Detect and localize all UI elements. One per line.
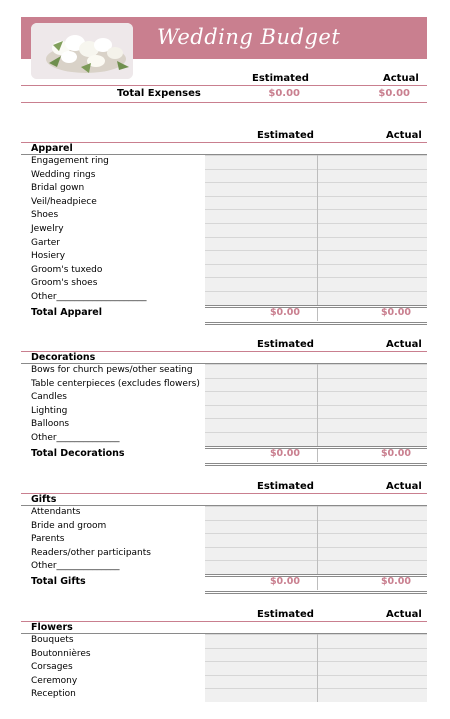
line-item-label: Bows for church pews/other seating	[31, 365, 193, 375]
actual-input[interactable]	[317, 405, 427, 419]
section-header-line	[21, 142, 427, 143]
estimated-input[interactable]	[205, 547, 317, 561]
estimated-input[interactable]	[205, 405, 317, 419]
line-item-label: Lighting	[31, 405, 68, 416]
summary-top-line	[21, 85, 427, 86]
actual-input[interactable]	[317, 155, 427, 169]
actual-input[interactable]	[317, 675, 427, 689]
bouquet-photo	[31, 23, 133, 79]
line-item-label: Bride and groom	[31, 520, 107, 531]
estimated-input[interactable]	[205, 291, 317, 305]
actual-input[interactable]	[317, 560, 427, 574]
line-item-label: Other____________________	[31, 292, 147, 302]
column-divider	[317, 155, 318, 305]
line-item-label: Bridal gown	[31, 183, 85, 194]
actual-input[interactable]	[317, 391, 427, 405]
actual-input[interactable]	[317, 169, 427, 183]
estimated-input[interactable]	[205, 378, 317, 392]
actual-input[interactable]	[317, 634, 427, 648]
actual-input[interactable]	[317, 661, 427, 675]
column-divider	[317, 449, 318, 462]
actual-input[interactable]	[317, 264, 427, 278]
summary-estimated-header: Estimated	[252, 73, 309, 84]
line-item-label: Groom's shoes	[31, 278, 98, 289]
summary-bottom-line	[21, 102, 427, 103]
estimated-input[interactable]	[205, 533, 317, 547]
estimated-input[interactable]	[205, 661, 317, 675]
actual-input[interactable]	[317, 182, 427, 196]
line-item-label: Veil/headpiece	[31, 196, 97, 207]
section-total-actual[interactable]: $0.00	[380, 447, 411, 459]
section-actual-header: Actual	[386, 609, 422, 620]
estimated-input[interactable]	[205, 209, 317, 223]
section-title: Flowers	[31, 622, 73, 633]
section-actual-header: Actual	[386, 339, 422, 350]
total-underline	[205, 322, 427, 325]
page-title: Wedding Budget	[157, 25, 341, 49]
estimated-input[interactable]	[205, 391, 317, 405]
estimated-input[interactable]	[205, 648, 317, 662]
section-total-actual[interactable]: $0.00	[380, 306, 411, 318]
column-divider	[317, 506, 318, 574]
estimated-input[interactable]	[205, 634, 317, 648]
estimated-input[interactable]	[205, 432, 317, 446]
line-item-label: Boutonnières	[31, 648, 91, 659]
line-item-label: Engagement ring	[31, 156, 109, 166]
total-underline	[205, 591, 427, 594]
section-header-line	[21, 493, 427, 494]
line-item-label: Jewelry	[31, 224, 64, 234]
actual-input[interactable]	[317, 648, 427, 662]
actual-input[interactable]	[317, 688, 427, 702]
section-title: Apparel	[31, 143, 73, 154]
actual-input[interactable]	[317, 418, 427, 432]
estimated-input[interactable]	[205, 155, 317, 169]
section-total-estimated[interactable]: $0.00	[269, 576, 300, 587]
section-actual-header: Actual	[386, 130, 422, 141]
estimated-input[interactable]	[205, 237, 317, 251]
actual-input[interactable]	[317, 196, 427, 210]
line-item-label: Bouquets	[31, 635, 74, 645]
section-header-line	[21, 621, 427, 622]
estimated-input[interactable]	[205, 223, 317, 237]
section-total-estimated[interactable]: $0.00	[269, 447, 300, 459]
actual-input[interactable]	[317, 277, 427, 291]
actual-input[interactable]	[317, 364, 427, 378]
line-item-label: Other______________	[31, 561, 120, 572]
section-title: Decorations	[31, 352, 96, 363]
estimated-input[interactable]	[205, 250, 317, 264]
estimated-input[interactable]	[205, 169, 317, 183]
summary-actual-header: Actual	[383, 73, 419, 84]
estimated-input[interactable]	[205, 506, 317, 520]
section-estimated-header: Estimated	[257, 339, 314, 350]
estimated-input[interactable]	[205, 675, 317, 689]
actual-input[interactable]	[317, 533, 427, 547]
estimated-input[interactable]	[205, 560, 317, 574]
actual-input[interactable]	[317, 432, 427, 446]
actual-input[interactable]	[317, 209, 427, 223]
line-item-label: Balloons	[31, 419, 70, 430]
line-item-label: Shoes	[31, 210, 59, 221]
actual-input[interactable]	[317, 547, 427, 561]
actual-input[interactable]	[317, 250, 427, 264]
actual-input[interactable]	[317, 237, 427, 251]
column-divider	[317, 634, 318, 702]
estimated-input[interactable]	[205, 688, 317, 702]
section-estimated-header: Estimated	[257, 609, 314, 620]
line-item-label: Reception	[31, 689, 76, 700]
actual-input[interactable]	[317, 223, 427, 237]
column-divider	[317, 308, 318, 321]
estimated-input[interactable]	[205, 364, 317, 378]
line-item-label: Wedding rings	[31, 169, 96, 180]
estimated-input[interactable]	[205, 182, 317, 196]
actual-input[interactable]	[317, 520, 427, 534]
line-item-label: Hosiery	[31, 251, 66, 262]
estimated-input[interactable]	[205, 520, 317, 534]
column-divider	[317, 577, 318, 590]
line-item-label: Groom's tuxedo	[31, 264, 103, 275]
line-item-label: Candles	[31, 392, 67, 403]
line-item-label: Corsages	[31, 662, 73, 673]
column-divider	[317, 364, 318, 446]
section-total-label: Total Gifts	[31, 576, 86, 587]
section-total-label: Total Decorations	[31, 447, 125, 459]
line-item-label: Table centerpieces (excludes flowers)	[31, 378, 200, 389]
section-total-label: Total Apparel	[31, 306, 103, 318]
total-expenses-label: Total Expenses	[117, 88, 201, 99]
line-item-label: Ceremony	[31, 675, 78, 686]
line-item-label: Attendants	[31, 507, 81, 517]
total-underline	[205, 463, 427, 466]
line-item-label: Readers/other participants	[31, 547, 151, 558]
line-item-label: Garter	[31, 237, 60, 248]
total-expenses-estimated[interactable]: $0.00	[268, 88, 300, 99]
section-title: Gifts	[31, 494, 57, 505]
line-item-label: Parents	[31, 534, 65, 545]
actual-input[interactable]	[317, 291, 427, 305]
actual-input[interactable]	[317, 378, 427, 392]
estimated-input[interactable]	[205, 196, 317, 210]
total-expenses-actual[interactable]: $0.00	[378, 88, 410, 99]
estimated-input[interactable]	[205, 264, 317, 278]
estimated-input[interactable]	[205, 418, 317, 432]
section-estimated-header: Estimated	[257, 130, 314, 141]
line-item-label: Other______________	[31, 433, 120, 443]
section-total-estimated[interactable]: $0.00	[269, 306, 300, 318]
section-estimated-header: Estimated	[257, 481, 314, 492]
estimated-input[interactable]	[205, 277, 317, 291]
actual-input[interactable]	[317, 506, 427, 520]
section-actual-header: Actual	[386, 481, 422, 492]
section-total-actual[interactable]: $0.00	[380, 576, 411, 587]
